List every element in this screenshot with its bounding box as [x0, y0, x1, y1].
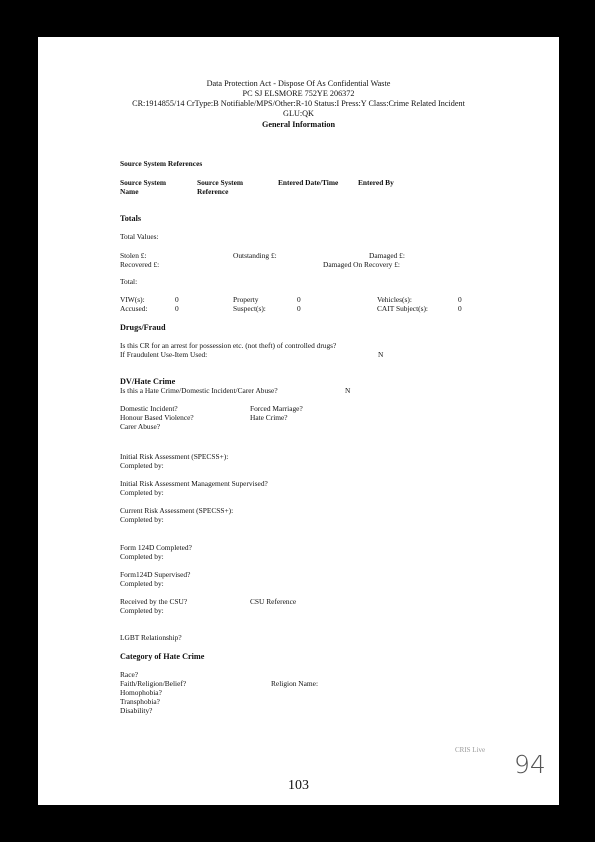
property-value: 0: [297, 295, 301, 304]
disability-label: Disability?: [120, 706, 153, 715]
current-risk-assessment-completed: Completed by:: [120, 515, 164, 524]
initial-risk-assessment: Initial Risk Assessment (SPECSS+):: [120, 452, 229, 461]
honour-based-violence-label: Honour Based Violence?: [120, 413, 194, 422]
header-line-1: Data Protection Act - Dispose Of As Confidential Waste: [206, 79, 391, 88]
page-number: 103: [288, 778, 309, 793]
drugs-fraud-title: Drugs/Fraud: [120, 323, 166, 332]
col-entered-by: Entered By: [358, 178, 394, 187]
initial-risk-assessment-management: Initial Risk Assessment Management Supervised?: [120, 479, 268, 488]
damaged-label: Damaged £:: [369, 251, 405, 260]
accused-label: Accused:: [120, 304, 148, 313]
csu-completed-by: Completed by:: [120, 606, 164, 615]
faith-label: Faith/Religion/Belief?: [120, 679, 187, 688]
drugs-question: Is this CR for an arrest for possession etc. (not theft) of controlled drugs?: [120, 341, 337, 350]
total-values-label: Total Values:: [120, 232, 159, 241]
col-source-system-ref-a: Source System: [197, 178, 244, 187]
lgbt-relationship: LGBT Relationship?: [120, 633, 182, 642]
hate-crime-value: N: [345, 386, 351, 395]
vehicles-label: Vehicles(s):: [377, 295, 412, 304]
current-risk-assessment: Current Risk Assessment (SPECSS+):: [120, 506, 234, 515]
col-source-system-name-a: Source System: [120, 178, 167, 187]
header-title: General Information: [262, 120, 335, 129]
homophobia-label: Homophobia?: [120, 688, 162, 697]
col-entered-datetime: Entered Date/Time: [278, 178, 339, 187]
domestic-incident-label: Domestic Incident?: [120, 404, 178, 413]
recovered-label: Recovered £:: [120, 260, 160, 269]
cait-value: 0: [458, 304, 462, 313]
dv-hate-title: DV/Hate Crime: [120, 377, 176, 386]
suspects-value: 0: [297, 304, 301, 313]
damaged-on-recovery-label: Damaged On Recovery £:: [323, 260, 400, 269]
fraud-question: If Fraudulent Use-Item Used:: [120, 350, 208, 359]
viw-value: 0: [175, 295, 179, 304]
csu-received: Received by the CSU?: [120, 597, 188, 606]
cris-live-stamp: CRIS Live: [455, 746, 486, 754]
cait-label: CAIT Subject(s):: [377, 304, 428, 313]
viw-label: VIW(s):: [120, 295, 145, 304]
header-line-3: CR:1914855/14 CrType:B Notifiable/MPS/Other:R-10 Status:I Press:Y Class:Crime Related Incident: [132, 99, 465, 108]
form-124d-supervised-completed-by: Completed by:: [120, 579, 164, 588]
col-source-system-name-b: Name: [120, 187, 139, 196]
hate-crime-question: Is this a Hate Crime/Domestic Incident/Carer Abuse?: [120, 386, 278, 395]
header-line-2: PC SJ ELSMORE 752YE 206372: [242, 89, 355, 98]
transphobia-label: Transphobia?: [120, 697, 160, 706]
total-label: Total:: [120, 277, 138, 286]
initial-risk-assessment-completed: Completed by:: [120, 461, 164, 470]
initial-risk-assessment-management-completed: Completed by:: [120, 488, 164, 497]
fraud-value: N: [378, 350, 384, 359]
race-label: Race?: [120, 670, 139, 679]
form-124d-completed: Form 124D Completed?: [120, 543, 192, 552]
source-system-title: Source System References: [120, 159, 203, 168]
carer-abuse-label: Carer Abuse?: [120, 422, 161, 431]
religion-name-label: Religion Name:: [271, 679, 319, 688]
vehicles-value: 0: [458, 295, 462, 304]
form-124d-supervised: Form124D Supervised?: [120, 570, 191, 579]
accused-value: 0: [175, 304, 179, 313]
outstanding-label: Outstanding £:: [233, 251, 277, 260]
header-line-4: GLU:QK: [283, 109, 314, 118]
form-124d-completed-by: Completed by:: [120, 552, 164, 561]
hate-crime-category-title: Category of Hate Crime: [120, 652, 205, 661]
handwritten-page-number: 94: [514, 750, 546, 779]
document-page: [38, 37, 559, 805]
col-source-system-ref-b: Reference: [197, 187, 229, 196]
hate-crime-label: Hate Crime?: [250, 413, 288, 422]
forced-marriage-label: Forced Marriage?: [250, 404, 303, 413]
stolen-label: Stolen £:: [120, 251, 147, 260]
csu-reference: CSU Reference: [250, 597, 297, 606]
suspects-label: Suspect(s):: [233, 304, 266, 313]
totals-title: Totals: [120, 214, 142, 223]
property-label: Property: [233, 295, 259, 304]
